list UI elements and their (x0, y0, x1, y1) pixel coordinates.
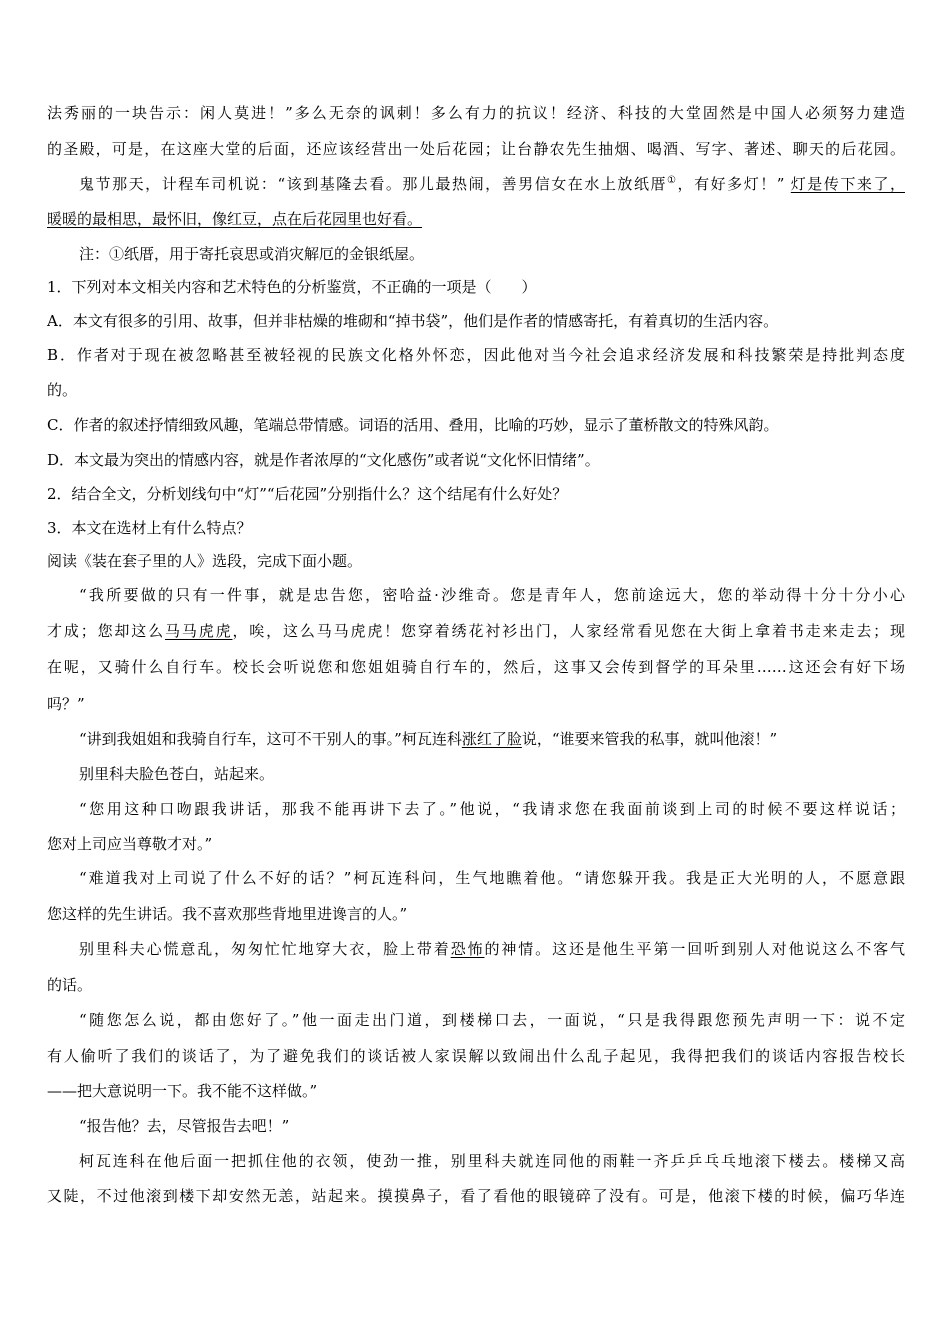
footnote-marker: ① (667, 175, 678, 186)
underlined-sentence-part2: 暖暖的最相思，最怀旧，像红豆，点在后花园里也好看。 (47, 210, 423, 228)
passage2-p1-line4: 吗？” (47, 695, 85, 713)
passage1-line3-text: 鬼节那天，计程车司机说：“该到基隆去看。那儿最热闹，善男信女在水上放纸厝 (79, 175, 668, 193)
option-d: D．本文最为突出的情感内容，就是作者浓厚的“文化感伤”或者说“文化怀旧情绪”。 (47, 451, 600, 469)
underlined-sentence-part1: 灯是传下来了， (790, 175, 905, 193)
passage2-p7-line3: ——把大意说明一下。我不能不这样做。” (47, 1082, 318, 1100)
reading-intro: 阅读《装在套子里的人》选段，完成下面小题。 (47, 552, 363, 570)
p2-b: 说，“谁要来管我的私事，就叫他滚！” (521, 730, 778, 748)
passage2-p4-line2: 您对上司应当尊敬才对。” (47, 835, 213, 853)
p2-a: “讲到我姐姐和我骑自行车，这可不干别人的事。”柯瓦连科 (79, 730, 462, 748)
passage2-p7-line1: “随您怎么说，都由您好了。”他一面走出门道，到楼梯口去，一面说，“只是我得跟您预先声明一下：说不定 (79, 1011, 905, 1029)
underlined-word-mamahuhu: 马马虎虎 (165, 622, 233, 640)
passage1-line4 (47, 209, 422, 229)
question-1: 1．下列对本文相关内容和艺术特色的分析鉴赏，不正确的一项是（ ） (47, 278, 537, 296)
underlined-word-blush: 涨红了脸 (461, 730, 522, 748)
passage2-p4-line1: “您用这种口吻跟我讲话，那我不能再讲下去了。”他说，“我请求您在我面前谈到上司的时候不要这样说话； (79, 800, 905, 818)
option-b-line2: 的。 (47, 381, 78, 399)
passage2-p9-line2: 又陡，不过他滚到楼下却安然无恙，站起来。摸摸鼻子，看了看他的眼镜碎了没有。可是，他滚下楼的时候，偏巧华连 (47, 1187, 905, 1205)
option-b-line1: B．作者对于现在被忽略甚至被轻视的民族文化格外怀恋，因此他对当今社会追求经济发展和科技繁荣是持批判态度 (47, 346, 905, 364)
option-c: C．作者的叙述抒情细致风趣，笔端总带情感。词语的活用、叠用，比喻的巧妙，显示了董桥散文的特殊风韵。 (47, 416, 779, 434)
underlined-word-terror: 恐怖 (450, 940, 485, 958)
passage2-p3: 别里科夫脸色苍白，站起来。 (79, 765, 275, 783)
footnote: 注：①纸厝，用于寄托哀思或消灾解厄的金银纸屋。 (79, 245, 425, 263)
passage2-p7-line2: 有人偷听了我们的谈话了，为了避免我们的谈话被人家误解以致闹出什么乱子起见，我得把我们的谈话内容报告校长 (47, 1047, 905, 1065)
passage1-line2: 的圣殿，可是，在这座大堂的后面，还应该经营出一处后花园；让台静农先生抽烟、喝酒、写字、著述、聊天的后花园。 (47, 140, 905, 158)
passage2-p2 (79, 729, 777, 749)
passage2-p1-line1: “我所要做的只有一件事，就是忠告您，密哈益·沙维奇。您是青年人，您前途远大，您的举动得十分十分小心 (79, 586, 905, 604)
passage2-p9-line1: 柯瓦连科在他后面一把抓住他的衣领，使劲一推，别里科夫就连同他的雨鞋一齐乒乒乓乓地滚下楼去。楼梯又高 (79, 1152, 905, 1170)
p6-a: 别里科夫心慌意乱，匆匆忙忙地穿大衣，脸上带着 (79, 940, 451, 958)
passage2-p6-line2: 的话。 (47, 976, 93, 994)
passage1-line1: 法秀丽的一块告示：闲人莫进！”多么无奈的讽刺！多么有力的抗议！经济、科技的大堂固然是中国人必须努力建造 (47, 104, 905, 122)
passage2-p5-line2: 您这样的先生讲话。我不喜欢那些背地里进谗言的人。” (47, 905, 408, 923)
question-2: 2．结合全文，分析划线句中“灯”“后花园”分别指什么？这个结尾有什么好处？ (47, 485, 568, 503)
p6-b: 的神情。这还是他生平第一回听到别人对他说这么不客气 (484, 940, 905, 958)
passage2-p8: “报告他？去，尽管报告去吧！” (79, 1117, 290, 1135)
option-a: A．本文有很多的引用、故事，但并非枯燥的堆砌和“掉书袋”，他们是作者的情感寄托，有着真切的生活内容。 (47, 312, 779, 330)
p1-line2-b: ，唉，这么马马虎虎！您穿着绣花衬衫出门，人家经常看见您在大街上拿着书走来走去；现 (232, 622, 905, 640)
p1-line2-a: 才成；您却这么 (47, 622, 166, 640)
passage1-line3-text-b: ，有好多灯！” (677, 175, 785, 193)
passage2-p1-line3: 在呢，又骑什么自行车。校长会听说您和您姐姐骑自行车的，然后，这事又会传到督学的耳朵里……这还会有好下场 (47, 658, 905, 676)
question-3: 3．本文在选材上有什么特点？ (47, 519, 252, 537)
passage2-p1-line2 (47, 621, 905, 641)
passage2-p5-line1: “难道我对上司说了什么不好的话？”柯瓦连科问，生气地瞧着他。“请您躲开我。我是正大光明的人，不愿意跟 (79, 869, 905, 887)
passage1-line3 (79, 174, 905, 194)
passage2-p6-line1 (79, 939, 905, 959)
